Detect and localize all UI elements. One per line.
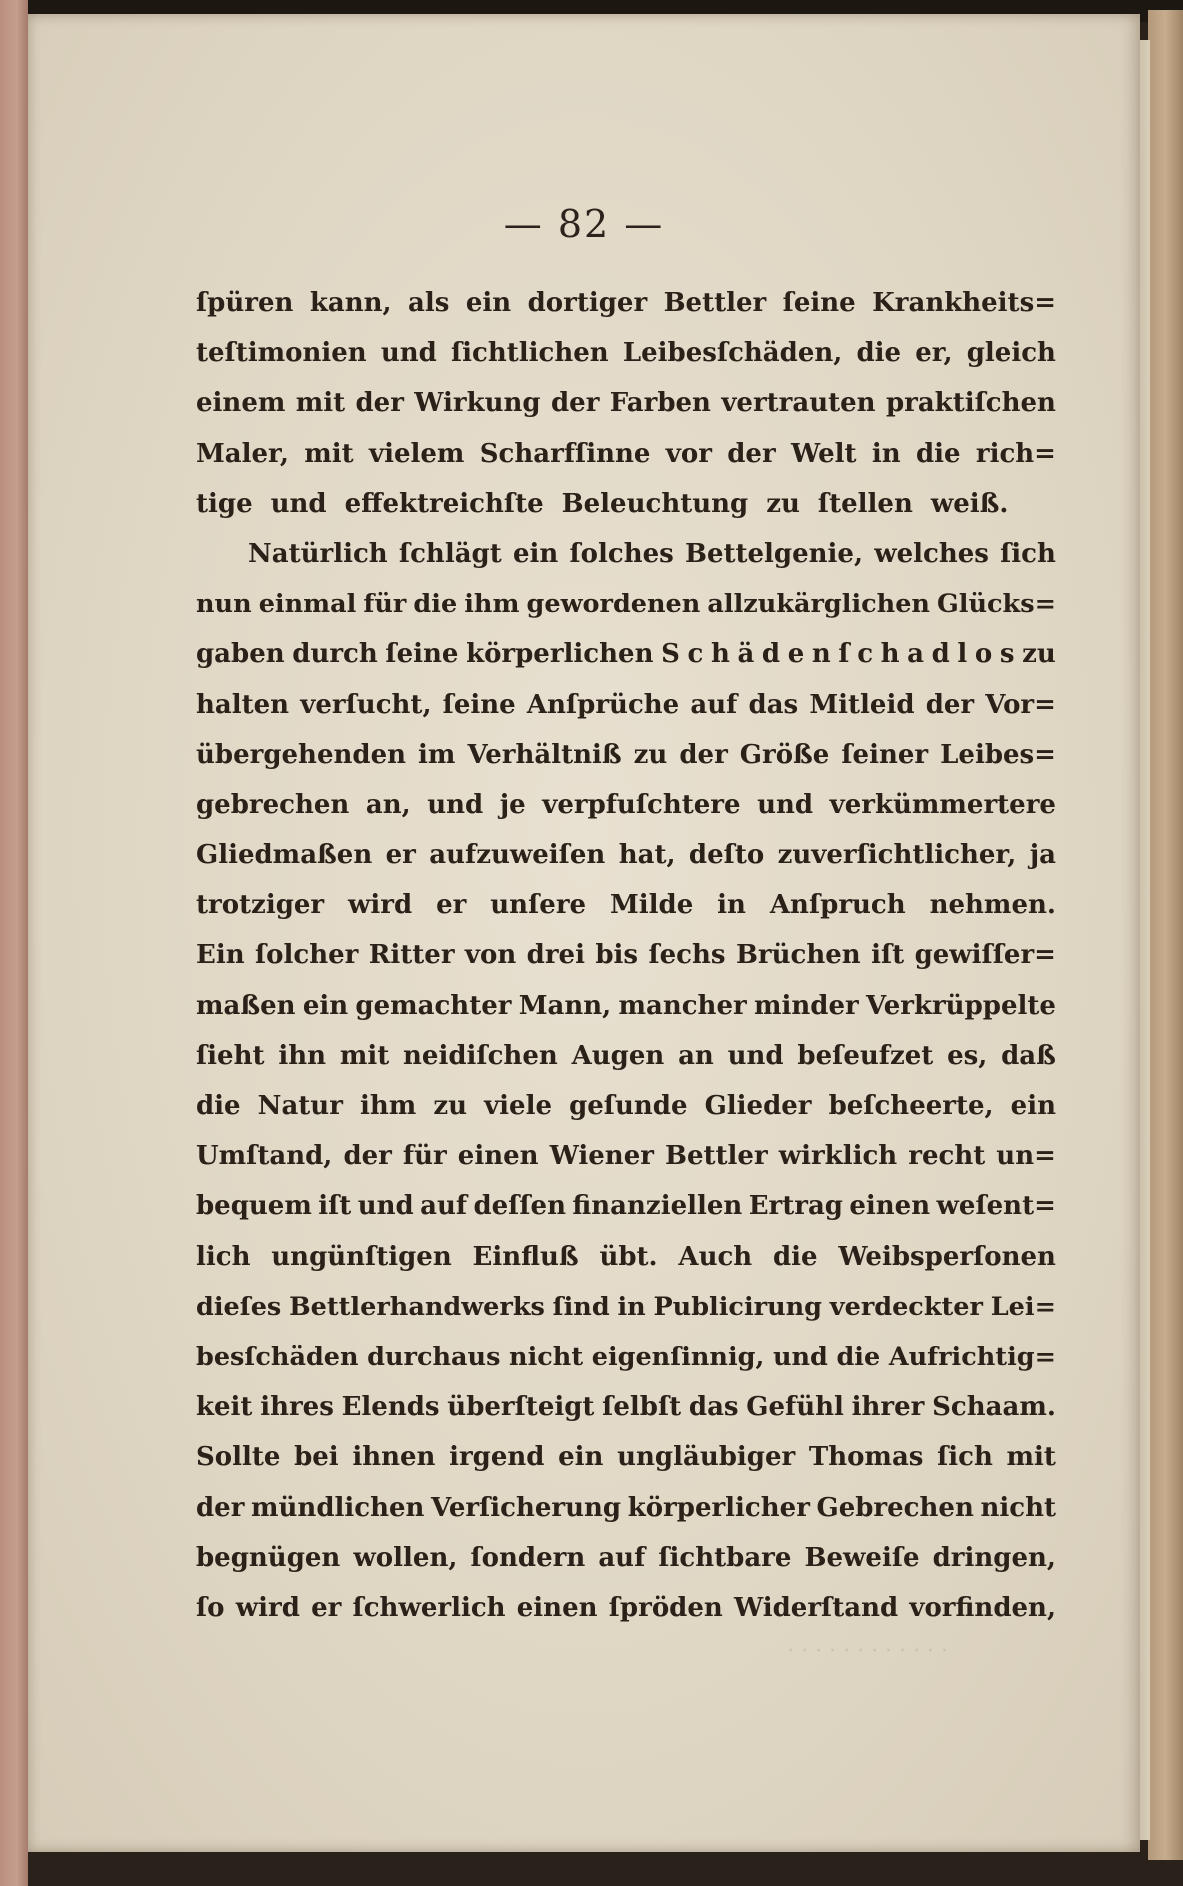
text-line: gaben durch ſeine körperlichen S c h ä d e n ſ c h a d l o s zu (196, 639, 1056, 670)
text-line: ſieht ihn mit neidiſchen Augen an und beſeufzet es, daß (196, 1040, 1056, 1071)
text-line: Natürlich ſchlägt ein ſolches Bettelgenie, welches ſich (248, 538, 1056, 569)
text-line: Umſtand, der für einen Wiener Bettler wirklich recht un= (196, 1141, 1056, 1172)
text-line: Sollte bei ihnen irgend ein ungläubiger Thomas ſich mit (196, 1442, 1056, 1473)
body-text (196, 278, 1056, 1633)
text-line: Maler, mit vielem Scharfſinne vor der Welt in die rich= (196, 438, 1056, 469)
text-line: ſo wird er ſchwerlich einen ſpröden Widerſtand vorfinden, (196, 1592, 1056, 1623)
text-line: nun einmal für die ihm gewordenen allzukärglichen Glücks= (196, 589, 1056, 620)
text-line: maßen ein gemachter Mann, mancher minder Verkrüppelte (196, 990, 1056, 1021)
text-line: lich ungünſtigen Einfluß übt. Auch die Weibsperſonen (196, 1241, 1056, 1272)
text-line: begnügen wollen, ſondern auf ſichtbare Beweiſe dringen, (196, 1542, 1056, 1573)
text-line: Gliedmaßen er aufzuweiſen hat, deſto zuverſichtlicher, ja (196, 840, 1056, 871)
show-through-text: · · · · · · · · · · · · (787, 1639, 948, 1664)
text-line: keit ihres Elends überſteigt ſelbſt das Gefühl ihrer Schaam. (196, 1392, 1056, 1423)
text-line: einem mit der Wirkung der Farben vertrauten praktiſchen (196, 388, 1056, 419)
book-cover-left (0, 0, 28, 1886)
text-line: dieſes Bettlerhandwerks ſind in Publicirung verdeckter Lei= (196, 1291, 1056, 1322)
text-line: teſtimonien und ſichtlichen Leibesſchäden, die er, gleich (196, 338, 1056, 369)
text-line: übergehenden im Verhältniß zu der Größe ſeiner Leibes= (196, 739, 1056, 770)
text-line: halten verſucht, ſeine Anſprüche auf das Mitleid der Vor= (196, 689, 1056, 720)
text-line: der mündlichen Verſicherung körperlicher Gebrechen nicht (196, 1492, 1056, 1523)
text-line: gebrechen an, und je verpfuſchtere und verkümmertere (196, 789, 1056, 820)
book-cover-right (1148, 10, 1183, 1860)
text-line: bequem iſt und auf deſſen finanziellen Ertrag einen weſent= (196, 1191, 1056, 1222)
page-number: — 82 — (503, 202, 665, 246)
text-line: besſchäden durchaus nicht eigenſinnig, und die Aufrichtig= (196, 1341, 1056, 1372)
text-line: Ein ſolcher Ritter von drei bis ſechs Brüchen iſt gewiſſer= (196, 940, 1056, 971)
text-line: ſpüren kann, als ein dortiger Bettler ſeine Krankheits= (196, 288, 1056, 318)
text-line: die Natur ihm zu viele geſunde Glieder beſcheerte, ein (196, 1091, 1056, 1121)
text-line: trotziger wird er unſere Milde in Anſpruch nehmen. (196, 890, 1056, 921)
text-line: tige und effektreichſte Beleuchtung zu ſtellen weiß. (196, 488, 1009, 519)
book-page (28, 14, 1140, 1852)
